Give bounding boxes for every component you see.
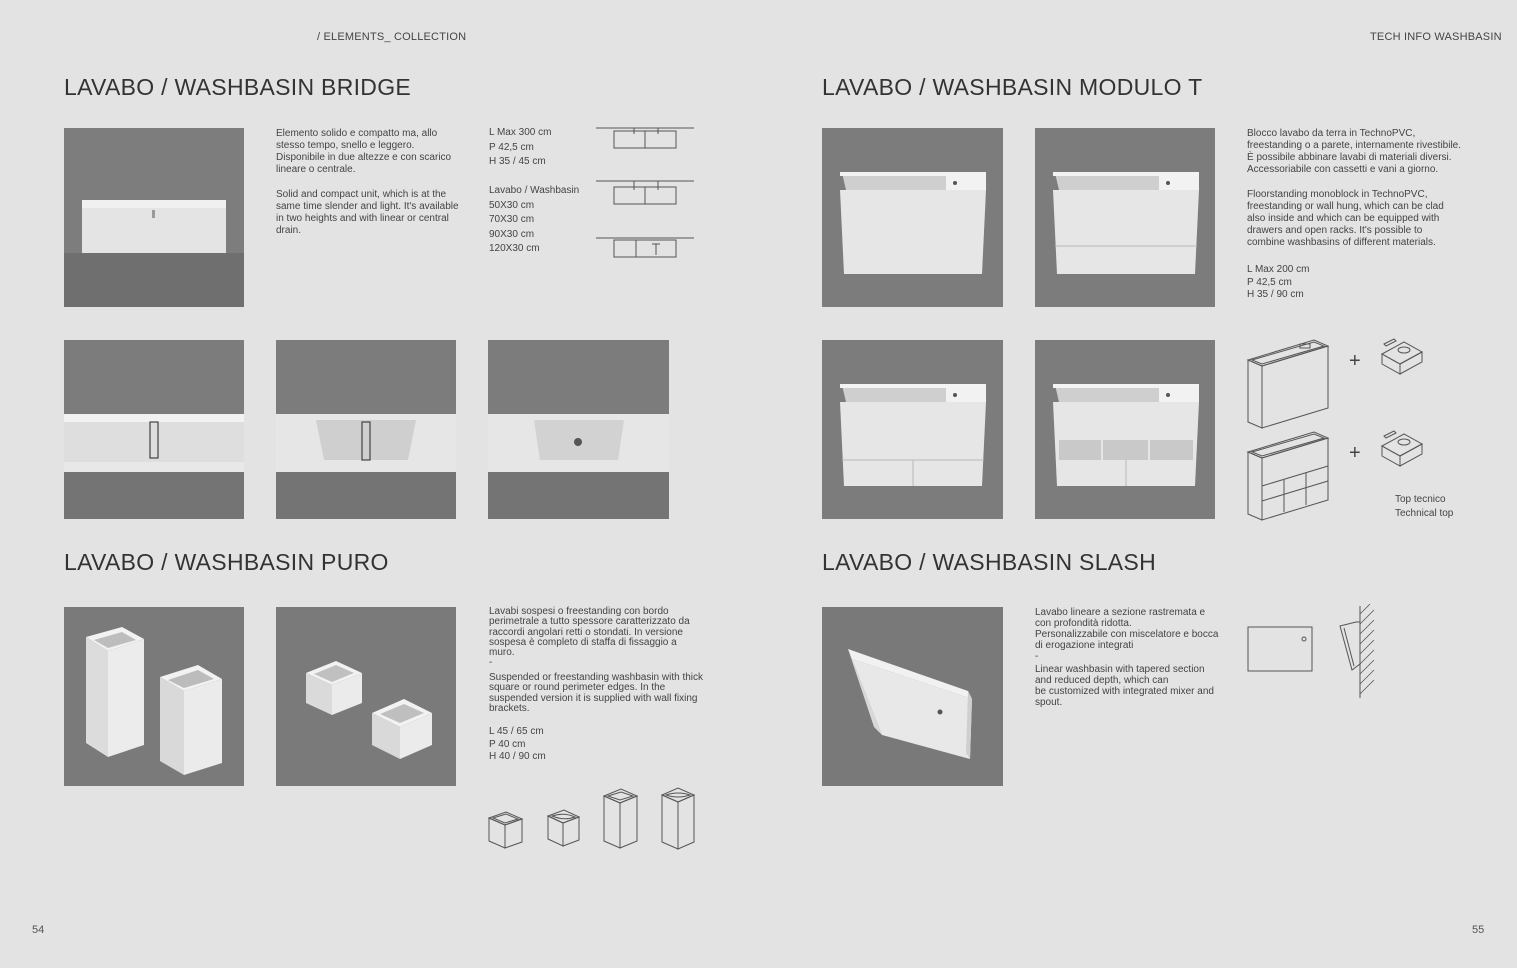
- bridge-title: LAVABO / WASHBASIN BRIDGE: [64, 74, 412, 100]
- puro-dimensions: L 45 / 65 cm P 40 cm H 40 / 90 cm: [489, 726, 546, 762]
- technical-top-caption: Top tecnico Technical top: [1395, 494, 1454, 519]
- bridge-detail-linear-photo: [64, 340, 244, 519]
- slash-desc-it: Lavabo lineare a sezione rastremata e con profondità ridotta. Personalizzabile con miscelatore e bocca di erogazione integrati -: [1035, 607, 1219, 662]
- modulo-plus-sign-bottom: +: [1349, 442, 1361, 464]
- puro-desc-it: Lavabi sospesi o freestanding con bordo perimetrale a tutto spessore caratterizzato da raccordi angolari retti o stondati. In versione sospesa è completo di staffa di fissaggio a muro. -: [489, 606, 690, 669]
- modulo-two-drawers-photo: [822, 340, 1003, 519]
- collection-header: / ELEMENTS_ COLLECTION: [317, 31, 467, 43]
- slash-technical-drawings: [1244, 604, 1379, 700]
- page-number-right: 55: [1472, 924, 1485, 936]
- puro-freestanding-photo: [64, 607, 244, 786]
- puro-title: LAVABO / WASHBASIN PURO: [64, 549, 389, 575]
- bridge-detail-central-drain-photo: [488, 340, 669, 519]
- puro-suspended-photo: [276, 607, 456, 786]
- modulo-plus-sign-top: +: [1349, 350, 1361, 372]
- bridge-technical-drawings: [596, 125, 696, 260]
- bridge-sizes: Lavabo / Washbasin 50X30 cm 70X30 cm 90X30 cm 120X30 cm: [489, 185, 580, 254]
- modulo-title: LAVABO / WASHBASIN MODULO T: [822, 74, 1203, 100]
- slash-title: LAVABO / WASHBASIN SLASH: [822, 549, 1156, 575]
- page-number-left: 54: [32, 924, 45, 936]
- modulo-dimensions: L Max 200 cm P 42,5 cm H 35 / 90 cm: [1247, 264, 1310, 300]
- bridge-dimensions: L Max 300 cm P 42,5 cm H 35 / 45 cm: [489, 127, 552, 167]
- puro-desc-en: Suspended or freestanding washbasin with thick square or round perimeter edges. In the suspended version it is supplied with wall fixing brackets.: [489, 672, 704, 714]
- modulo-desc-it: Blocco lavabo da terra in TechnoPVC, freestanding o a parete, internamente rivestibile. È possibile abbinare lavabi di materiali diversi. Accessoriabile con cassetti e vani a giorno.: [1247, 128, 1462, 175]
- slash-photo: [822, 607, 1003, 786]
- bridge-detail-basin-photo: [276, 340, 456, 519]
- modulo-desc-en: Floorstanding monoblock in TechnoPVC, freestanding or wall hung, which can be clad also inside and which can be equipped with drawers and open racks. It's possible to combine washbasins of different materials.: [1247, 189, 1444, 248]
- bridge-desc-en: Solid and compact unit, which is at the same time slender and light. It's available in two heights and with linear or central drain.: [276, 189, 459, 236]
- modulo-plain-photo: [822, 128, 1003, 307]
- puro-technical-drawings: [486, 786, 698, 852]
- modulo-open-racks-photo: [1035, 340, 1215, 519]
- bridge-desc-it: Elemento solido e compatto ma, allo stesso tempo, snello e leggero. Disponibile in due altezze e con scarico lineare o centrale.: [276, 128, 452, 175]
- slash-desc-en: Linear washbasin with tapered section and reduced depth, which can be customized with integrated mixer and spout.: [1035, 664, 1214, 708]
- modulo-drawer-photo: [1035, 128, 1215, 307]
- bridge-main-photo: [64, 128, 244, 307]
- tech-info-header: TECH INFO WASHBASIN: [1370, 31, 1502, 43]
